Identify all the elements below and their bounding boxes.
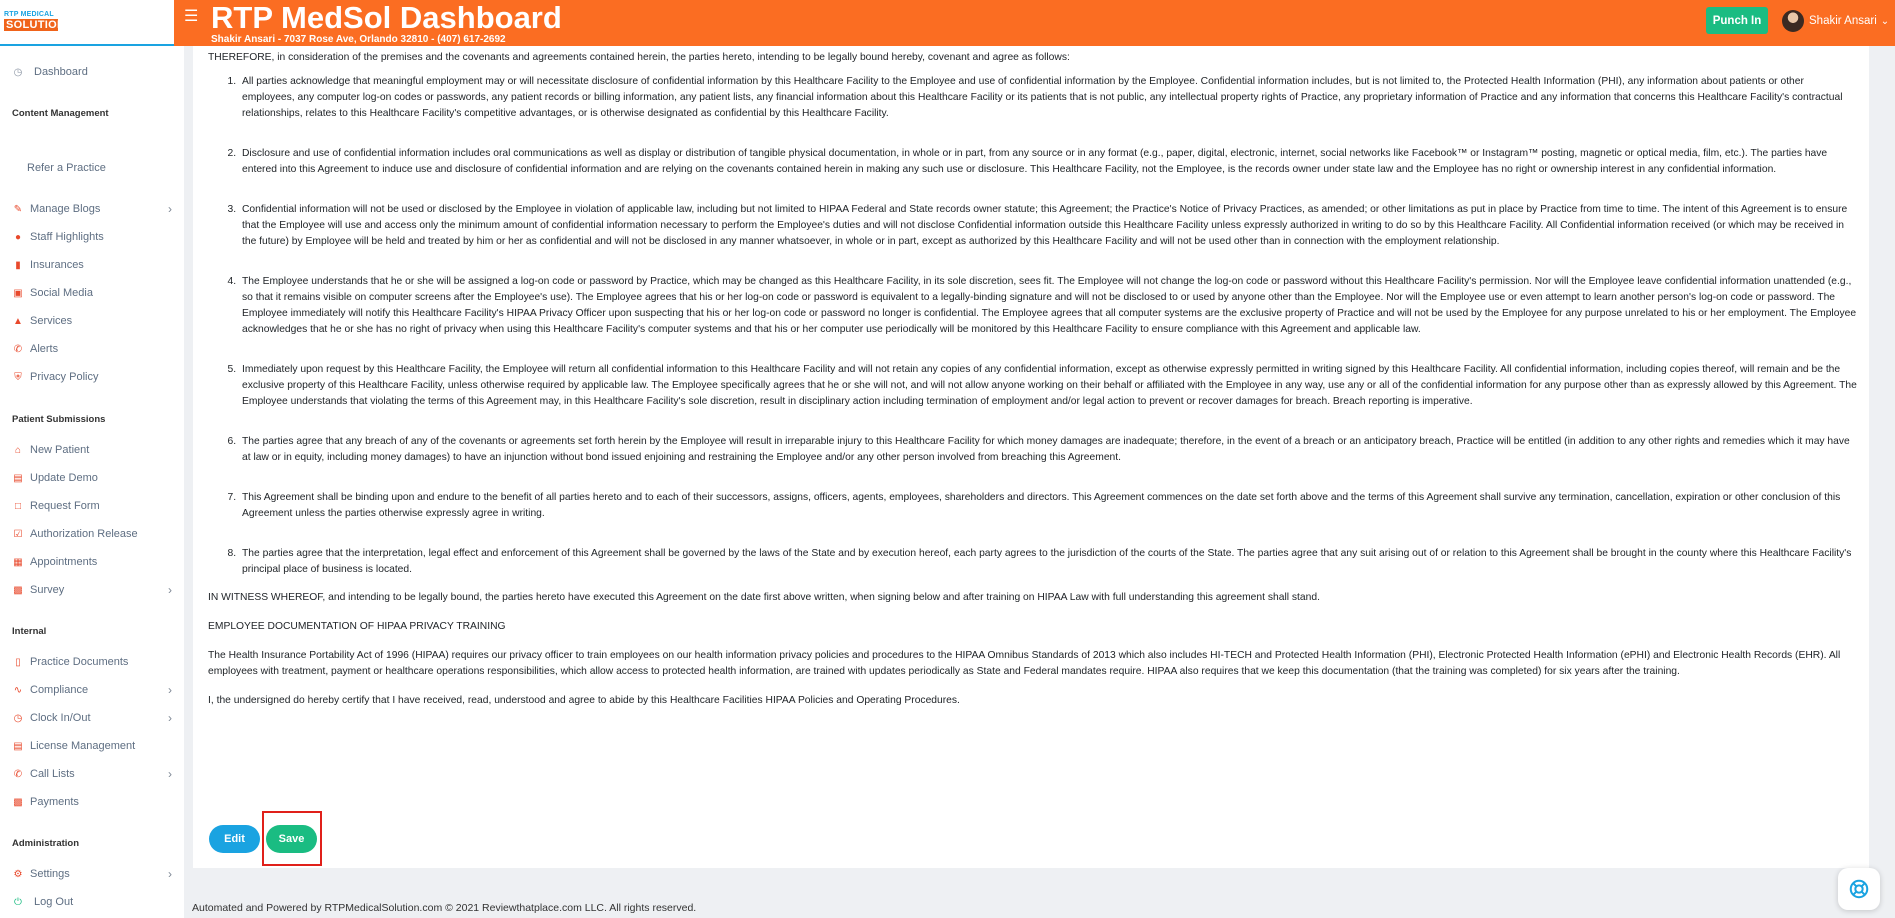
agreement-intro: THEREFORE, in consideration of the premises and the covenants and agreements contained herein, the parties hereto, intending to be legally bound hereby, covenant and agree as follows:	[208, 52, 1070, 63]
punch-in-button[interactable]: Punch In	[1706, 7, 1768, 34]
clock-icon: ◷	[13, 712, 23, 724]
menu-toggle-icon[interactable]: ☰	[184, 8, 199, 25]
rtp-medical-solution-logo[interactable]: RTP MEDICAL SOLUTION	[4, 11, 66, 31]
certification-paragraph: I, the undersigned do hereby certify that I have received, read, understood and agree to abide by this Healthcare Facilities HIPAA Policies and Operating Procedures.	[208, 695, 960, 706]
footer-copyright: Automated and Powered by RTPMedicalSolution.com © 2021 Reviewthatplace.com LLC. All rights reserved.	[192, 902, 697, 914]
document-icon: ▯	[15, 656, 21, 668]
clause-8: 8. The parties agree that the interpretation, legal effect and enforcement of this Agreement shall be governed by the laws of the State and by execution hereof, each party agrees to the jurisdiction of the courts of the State. The parties agree that any suit arising out of or relation to this Agreement shall be brought in the county where this Healthcare Facility's principal place of business is located.	[239, 546, 1858, 578]
sidebar-item-license-management[interactable]: ▤ License Management	[13, 740, 136, 752]
sidebar-item-refer-a-practice[interactable]: Refer a Practice	[27, 162, 106, 174]
sidebar-item-alerts[interactable]: ✆ Alerts	[13, 343, 59, 355]
dashboard-icon: ◷	[13, 66, 23, 78]
calendar-icon: ▦	[13, 556, 23, 568]
phone-icon: ✆	[13, 768, 23, 780]
sidebar-item-practice-documents[interactable]: ▯ Practice Documents	[12, 653, 176, 671]
app-title: RTP MedSol Dashboard	[211, 0, 562, 35]
blog-icon: ✎	[13, 203, 23, 215]
edit-button[interactable]: Edit	[209, 825, 260, 853]
training-heading: EMPLOYEE DOCUMENTATION OF HIPAA PRIVACY TRAINING	[208, 621, 506, 632]
section-administration: Administration	[12, 838, 80, 849]
section-content-management: Content Management	[12, 108, 109, 119]
clause-5: 5. Immediately upon request by this Healthcare Facility, the Employee will return all confidential information to this Healthcare Facility and will not retain any copies of any confidential information, except as otherwise expressly permitted in writing signed by this Healthcare Facility. All confidential information, including copies thereof, will remain and be the exclusive property of this Healthcare Facility, unless otherwise required by applicable law. The Employee specifically agrees that he or she will not, and will not allow anyone working on their behalf or affiliated with the Employee in any way, use any or all of the confidential information for any purpose other than as expressly allowed by this Agreement. The Employee understands that violating the terms of this Agreement may, in this Healthcare Facility's sole discretion, result in disciplinary action including termination of employment and/or legal action to prevent or recover damages for breach. Breach reporting is imperative.	[239, 362, 1858, 410]
signature-icon: ∿	[13, 684, 23, 696]
training-paragraph: The Health Insurance Portability Act of 1996 (HIPAA) requires our privacy officer to train employees on our health information privacy policies and procedures to the HIPAA Omnibus Standards of 2013 which also includes HI-TECH and Protected Health Information (PHI), Electronic Protected Health Information (ePHI) and Electronic Health Records (EHR). All employees with treatment, payment or healthcare operations responsibilities, which allow access to protected health information, are trained with updates periodically as State and Federal mandates require. HIPAA also requires that we keep this documentation (that the training was completed) for six years after the training.	[208, 650, 1841, 677]
document-card	[193, 46, 1869, 868]
user-menu[interactable]	[1782, 9, 1889, 33]
form-icon: □	[14, 500, 22, 512]
section-internal: Internal	[12, 626, 47, 637]
sidebar-item-dashboard[interactable]: ◷ Dashboard	[13, 66, 88, 78]
sidebar-item-services[interactable]: ▲ Services	[13, 315, 73, 327]
clause-2: 2. Disclosure and use of confidential information includes oral communications as well as display or distribution of tangible physical documentation, in whole or in part, from any source or in any format (e.g., paper, digital, electronic, internet, social networks like Facebook™ or Instagram™ posting, magnetic or optical media, film, etc.). The parties have entered into this Agreement to induce use and disclosure of confidential information and are relying on the covenants contained herein in making any such use or disclosure. This Healthcare Facility, not the Employee, is the records owner under state law and the Employee has no right or ownership interest in any confidential information.	[239, 146, 1858, 178]
power-icon: ⏻	[14, 896, 22, 908]
clause-1: 1. All parties acknowledge that meaningful employment may or will necessitate disclosure of confidential information by this Healthcare Facility to the Employee and use of confidential information by the Employee. Confidential information includes, but is not limited to, the Protected Health Information (PHI), any information about patients or other employees, any computer log-on codes or passwords, any patient records or billing information, any patient lists, any financial information about this Healthcare Facility or its patients that is not public, any intellectual property rights of Practice, any proprietary information of Practice and any information that concerns this Healthcare Facility's contractual relationships, relates to this Healthcare Facility's competitive advantages, or is otherwise designated as confidential by this Healthcare Facility.	[239, 74, 1858, 122]
hipaa-agreement-text	[208, 50, 1858, 709]
chevron-right-icon: ›	[168, 202, 172, 216]
section-patient-submissions: Patient Submissions	[12, 414, 106, 425]
sidebar-item-update-demo[interactable]: ▤ Update Demo	[13, 472, 98, 484]
sidebar-item-insurances[interactable]: ▮ Insurances	[12, 256, 176, 274]
practice-info: Shakir Ansari - 7037 Rose Ave, Orlando 32810 - (407) 617-2692	[211, 34, 506, 45]
avatar	[1782, 10, 1804, 32]
sidebar-item-clock-in-out[interactable]: ◷ Clock In/Out ›	[13, 711, 172, 725]
shield-icon: ⛨	[14, 371, 22, 383]
chevron-right-icon: ›	[168, 767, 172, 781]
top-navbar	[0, 0, 1895, 46]
clipboard-check-icon: ☑	[13, 528, 23, 540]
user-name: Shakir Ansari	[1809, 15, 1877, 27]
save-button[interactable]: Save	[266, 825, 317, 853]
phone-icon: ✆	[13, 343, 23, 355]
agreement-clauses	[208, 74, 1858, 578]
home-icon: ⌂	[14, 444, 22, 456]
clause-7: 7. This Agreement shall be binding upon and endure to the benefit of all parties hereto and to each of their successors, assigns, officers, agents, employees, shareholders and directors. This Agreement commences on the date set forth above and the terms of this Agreement shall survive any termination, cancellation, expiration or other conclusion of this Agreement unless the parties otherwise expressly agree in writing.	[239, 490, 1858, 522]
clause-4: 4. The Employee understands that he or she will be assigned a log-on code or password by Practice, which may be changed as this Healthcare Facility, in its sole discretion, sees fit. The Employee will not change the log-on code or password without this Healthcare Facility's permission. Nor will the Employee leave confidential information unattended (e.g., so that it remains visible on computer screens after the Employee's use). The Employee agrees that his or her log-on code or password is equivalent to a legally-binding signature and will not be disclosed to or used by anyone other than the Employee. Nor will the Employee use or even attempt to learn another person's log-on code or password. The Employee immediately will notify this Healthcare Facility's HIPAA Privacy Officer upon suspecting that his or her log-on code or password no longer is confidential. The Employee agrees that all computer systems are the exclusive property of Practice and will not be used by the Employee for any purpose unrelated to his or her employment. The Employee acknowledges that he or she has no right of privacy when using this Healthcare Facility's computer systems and that his or her computer use periodically will be monitored by this Healthcare Facility to ensure compliance with this Agreement and applicable law.	[239, 274, 1858, 338]
services-icon: ▲	[13, 315, 23, 327]
witness-paragraph: IN WITNESS WHEREOF, and intending to be legally bound, the parties hereto have executed this Agreement on the date first above written, when signing below and after training on HIPAA Law with full understanding this agreement shall stand.	[208, 592, 1320, 603]
sidebar	[0, 46, 184, 918]
logo-area[interactable]	[0, 0, 174, 46]
chevron-right-icon: ›	[168, 867, 172, 881]
sidebar-item-privacy-policy[interactable]: ⛨ Privacy Policy	[12, 368, 176, 386]
sidebar-item-manage-blogs[interactable]: ✎ Manage Blogs ›	[13, 202, 172, 216]
sidebar-item-survey[interactable]: ▩ Survey ›	[13, 583, 172, 597]
sidebar-item-payments[interactable]: ▩ Payments	[13, 796, 79, 808]
social-media-icon: ▣	[13, 287, 23, 299]
money-icon: ▩	[13, 796, 23, 808]
sidebar-item-settings[interactable]: ⚙ Settings ›	[13, 867, 172, 881]
sidebar-item-compliance[interactable]: ∿ Compliance ›	[13, 683, 172, 697]
sidebar-item-staff-highlights[interactable]: ● Staff Highlights	[12, 228, 176, 246]
staff-icon: ●	[14, 231, 22, 243]
insurance-icon: ▮	[15, 259, 21, 271]
sidebar-item-appointments[interactable]: ▦ Appointments	[13, 556, 98, 568]
lifebuoy-icon[interactable]	[1838, 868, 1880, 910]
sidebar-item-new-patient[interactable]: ⌂ New Patient	[12, 441, 176, 459]
save-highlight-box	[262, 811, 322, 866]
license-icon: ▤	[13, 740, 23, 752]
sidebar-item-request-form[interactable]: □ Request Form	[12, 497, 176, 515]
clause-3: 3. Confidential information will not be used or disclosed by the Employee in violation of applicable law, including but not limited to HIPAA Federal and State records owner statute; this Agreement; the Practice's Notice of Privacy Practices, as amended; or other limitations as put in place by Practice from time to time. The intent of this Agreement is to ensure that the Employee will use and access only the minimum amount of confidential information necessary to perform the Employee's duties and will not disclose Confidential information outside this Healthcare Facility unless expressly authorized in writing to do so by this Healthcare Facility. All Confidential information received (or which may be received in the future) by Employee will be held and treated by him or her as confidential and will not be disclosed in any manner whatsoever, in whole or in part, except as authorized by this Healthcare Facility and will not be used other than in connection with the employment relationship.	[239, 202, 1858, 250]
sidebar-item-authorization-release[interactable]: ☑ Authorization Release	[13, 528, 138, 540]
sidebar-item-log-out[interactable]: ⏻ Log Out	[12, 893, 176, 911]
help-widget-graphic	[1848, 878, 1870, 900]
gear-icon: ⚙	[13, 868, 23, 880]
survey-icon: ▩	[13, 584, 23, 596]
chevron-right-icon: ›	[168, 583, 172, 597]
sidebar-item-social-media[interactable]: ▣ Social Media	[13, 287, 93, 299]
sidebar-item-call-lists[interactable]: ✆ Call Lists ›	[13, 767, 172, 781]
chevron-right-icon: ›	[168, 683, 172, 697]
chevron-right-icon: ›	[168, 711, 172, 725]
id-card-icon: ▤	[13, 472, 23, 484]
chevron-down-icon: ⌄	[1880, 15, 1890, 27]
clause-6: 6. The parties agree that any breach of any of the covenants or agreements set forth herein by the Employee will result in irreparable injury to this Healthcare Facility for which money damages are inadequate; therefore, in the event of a breach or an anticipatory breach, Practice will be entitled (in addition to any other rights and remedies which it may have at law or in equity, including money damages) to have an injunction without bond issued enjoining and restraining the Employee and/or any other person involved from breaching this Agreement.	[239, 434, 1858, 466]
